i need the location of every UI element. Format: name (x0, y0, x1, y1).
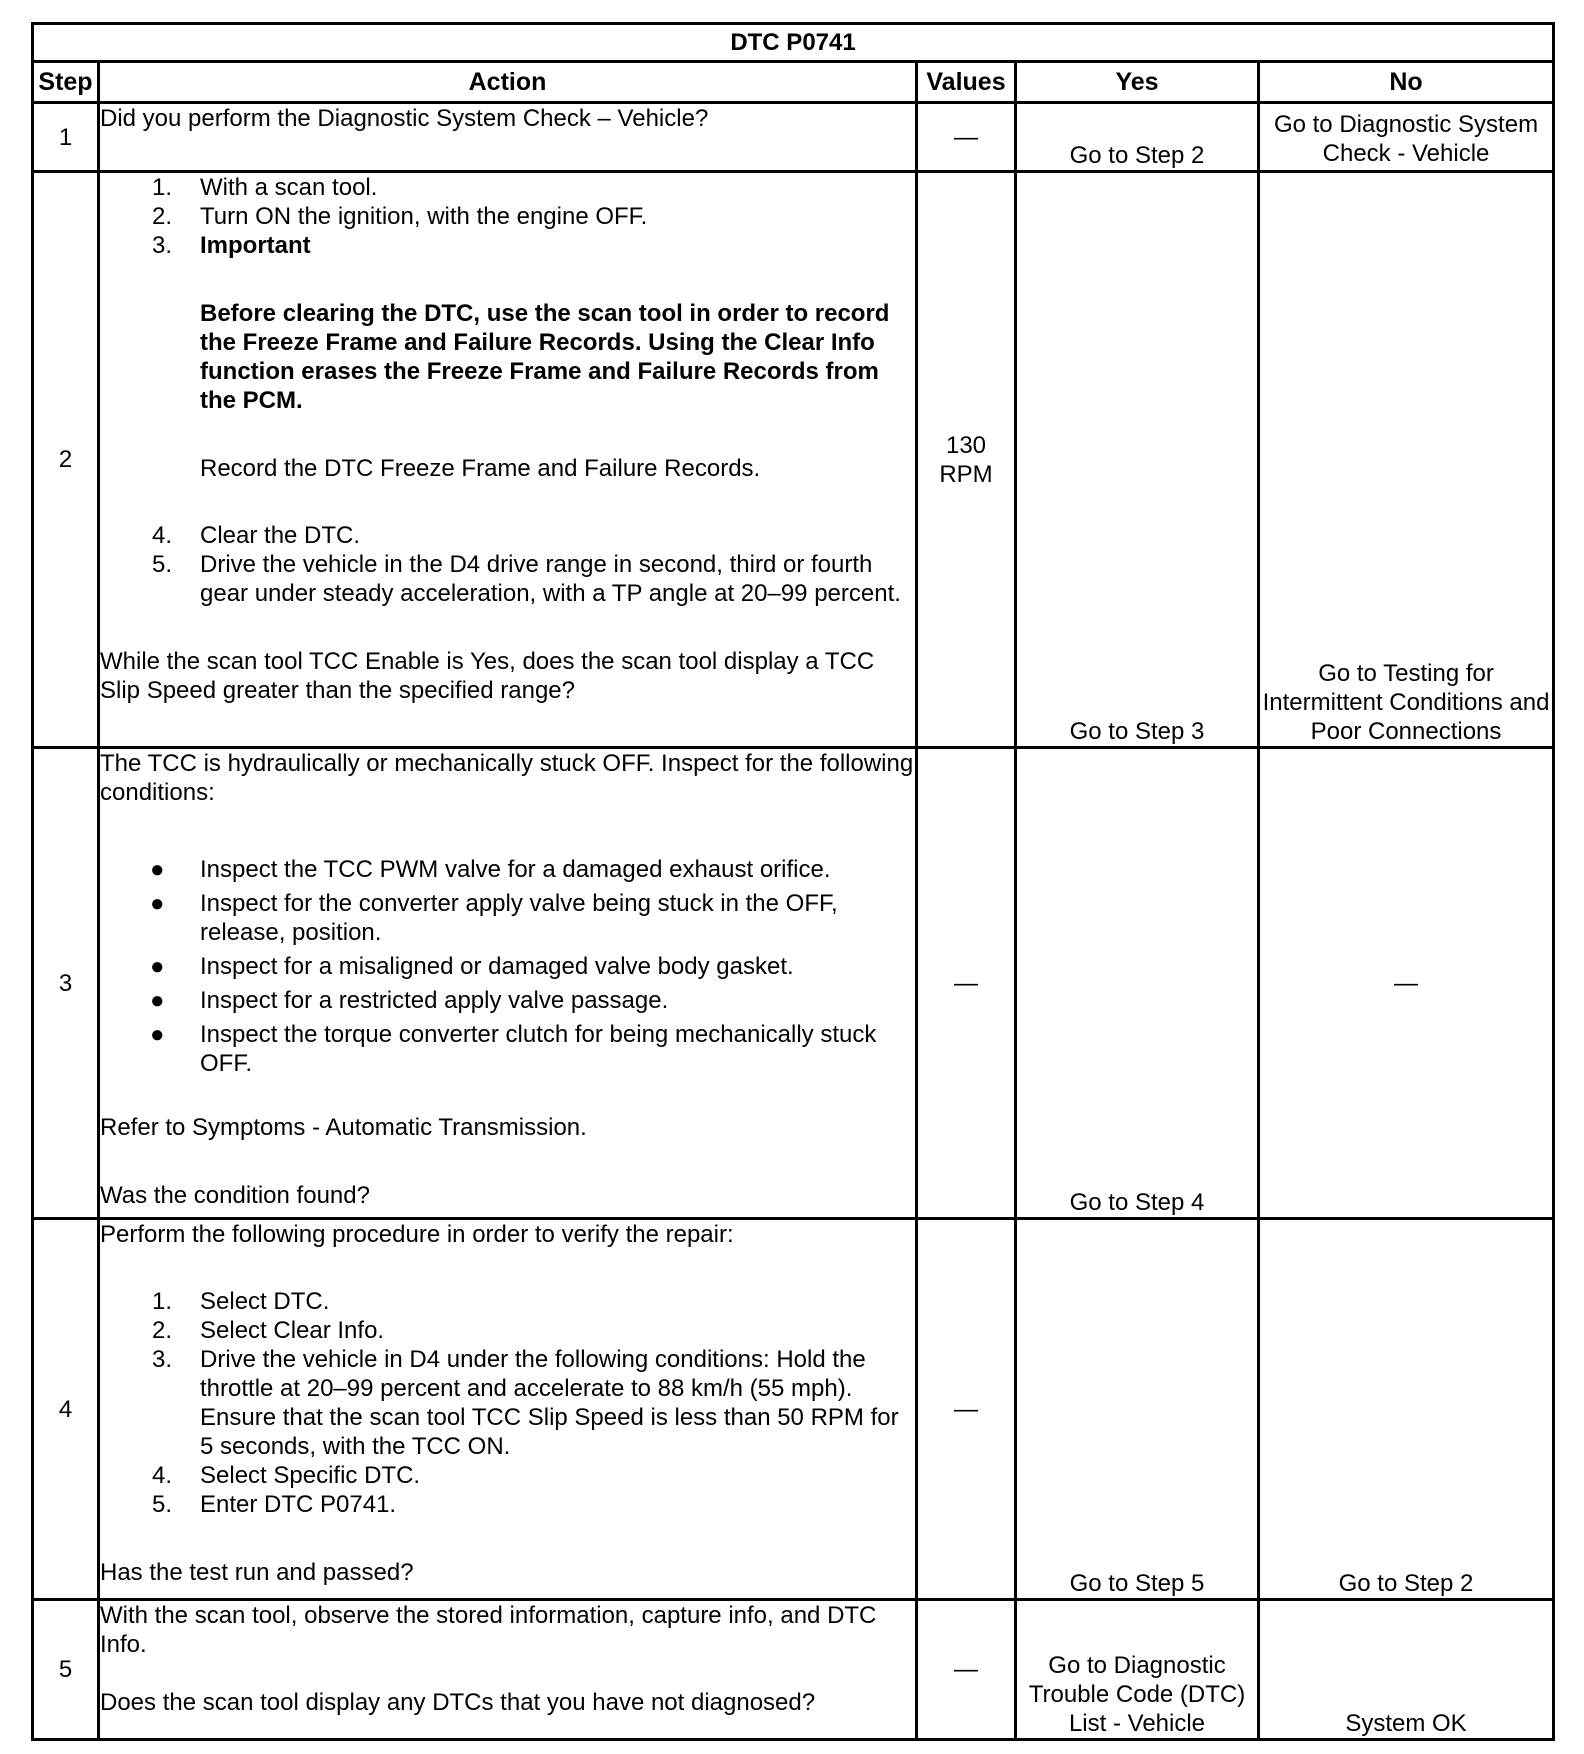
table-row (33, 103, 1554, 172)
action-question: Does the scan tool display any DTCs that you have not diagnosed? (100, 1689, 816, 1716)
values-cell (917, 103, 1016, 172)
header-step: Step (33, 62, 99, 103)
header-action: Action (99, 62, 917, 103)
list-item: ● Inspect for the converter apply valve being stuck in the OFF, release, position. (150, 890, 838, 946)
header-values: Values (917, 62, 1016, 103)
values-dash: — (954, 1656, 978, 1683)
header-no: No (1259, 62, 1554, 103)
table-row (33, 1600, 1554, 1740)
refer-note: Refer to Symptoms - Automatic Transmission. (100, 1114, 587, 1141)
step-number: 5 (33, 1600, 99, 1740)
step-number: 3 (33, 748, 99, 1219)
step-number: 1 (33, 103, 99, 172)
list-item: ● Inspect for a restricted apply valve passage. (150, 987, 669, 1014)
no-cell: Go to Diagnostic System Check - Vehicle (1259, 103, 1554, 172)
no-cell: System OK (1259, 1600, 1554, 1740)
values-dash: — (954, 1395, 978, 1423)
yes-cell: Go to Step 2 (1016, 103, 1259, 172)
no-cell: Go to Step 2 (1259, 1219, 1554, 1600)
yes-cell: Go to Step 4 (1016, 748, 1259, 1219)
header-row (33, 62, 1554, 103)
table-title: DTC P0741 (33, 24, 1554, 62)
list-item: 3. Drive the vehicle in D4 under the following conditions: Hold the throttle at 20–99 percent and accelerate to 88 km/h (55 mph). Ensure that the scan tool TCC Slip Speed is less than 50 RPM for 5 seconds, with the TCC ON. (151, 1346, 899, 1460)
action-question: Did you perform the Diagnostic System Check – Vehicle? (100, 105, 709, 132)
action-cell (99, 1600, 917, 1740)
header-yes: Yes (1016, 62, 1259, 103)
action-intro: The TCC is hydraulically or mechanically stuck OFF. Inspect for the following conditions: (100, 750, 914, 806)
step-number: 2 (33, 172, 99, 748)
action-cell (99, 172, 917, 748)
action-intro: Perform the following procedure in order to verify the repair: (100, 1221, 734, 1248)
important-note: Before clearing the DTC, use the scan tool in order to record the Freeze Frame and Failure Records. Using the Clear Info function erases the Freeze Frame and Failure Records from the PCM. (200, 300, 890, 414)
list-item: 5. Drive the vehicle in the D4 drive range in second, third or fourth gear under steady acceleration, with a TP angle at 20–99 percent. (151, 551, 901, 607)
no-cell: — (1259, 748, 1554, 1219)
list-item: 1. Select DTC. (151, 1288, 330, 1315)
yes-cell: Go to Diagnostic Trouble Code (DTC) List - Vehicle (1016, 1600, 1259, 1740)
list-item: 4. Select Specific DTC. (151, 1462, 421, 1489)
procedure-list (100, 521, 915, 608)
values-dash: — (954, 969, 978, 997)
action-question: Has the test run and passed? (100, 1559, 414, 1586)
no-cell: Go to Testing for Intermittent Conditions and Poor Connections (1259, 172, 1554, 748)
values-cell (917, 172, 1016, 748)
list-item: 2. Select Clear Info. (151, 1317, 385, 1344)
action-cell (99, 103, 917, 172)
record-instruction: Record the DTC Freeze Frame and Failure Records. (200, 455, 761, 482)
procedure-list (100, 1287, 915, 1519)
dtc-table (31, 22, 1555, 1741)
action-intro: With the scan tool, observe the stored information, capture info, and DTC Info. (100, 1602, 877, 1658)
list-item: ● Inspect the TCC PWM valve for a damaged exhaust orifice. (150, 856, 831, 883)
list-item: 3. Important (151, 232, 311, 259)
action-cell (99, 748, 917, 1219)
table-row (33, 172, 1554, 748)
list-item: 2. Turn ON the ignition, with the engine OFF. (151, 203, 648, 230)
list-item: 1. With a scan tool. (151, 174, 378, 201)
values-cell (917, 748, 1016, 1219)
procedure-list (100, 173, 915, 260)
values-cell (917, 1219, 1016, 1600)
list-item: 4. Clear the DTC. (151, 522, 361, 549)
table-row (33, 1219, 1554, 1600)
table-row (33, 748, 1554, 1219)
condition-list (100, 855, 915, 1078)
step-number: 4 (33, 1219, 99, 1600)
list-item: 5. Enter DTC P0741. (151, 1491, 397, 1518)
yes-cell: Go to Step 5 (1016, 1219, 1259, 1600)
values-unit: RPM (939, 460, 993, 488)
list-item: ● Inspect for a misaligned or damaged valve body gasket. (150, 953, 794, 980)
list-item: ● Inspect the torque converter clutch for being mechanically stuck OFF. (150, 1021, 877, 1077)
values-dash: — (954, 123, 978, 151)
yes-cell: Go to Step 3 (1016, 172, 1259, 748)
values-number: 130 (945, 431, 987, 459)
action-question: Was the condition found? (100, 1182, 370, 1209)
values-cell (917, 1600, 1016, 1740)
action-cell (99, 1219, 917, 1600)
action-question: While the scan tool TCC Enable is Yes, does the scan tool display a TCC Slip Speed greater than the specified range? (100, 648, 875, 704)
